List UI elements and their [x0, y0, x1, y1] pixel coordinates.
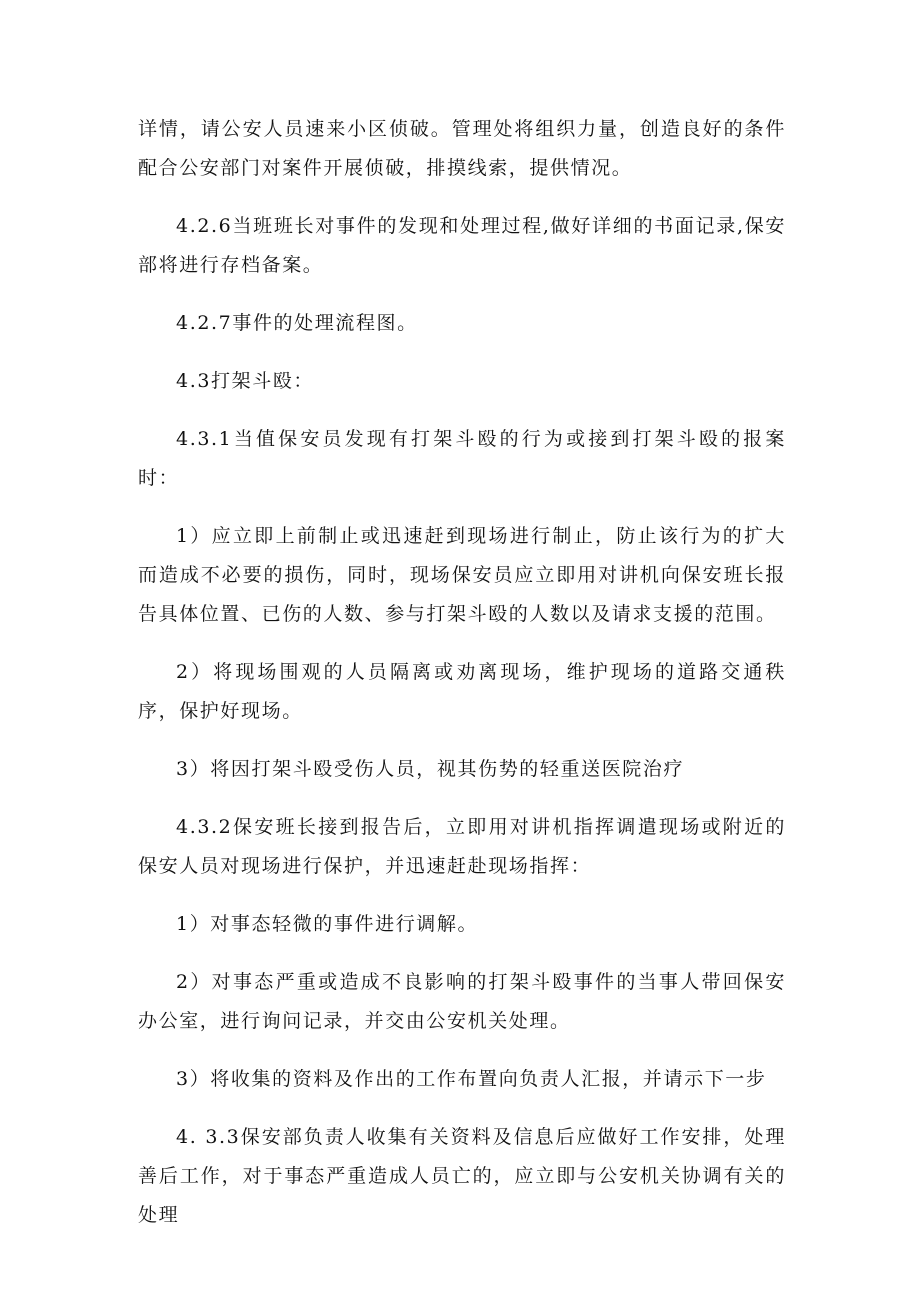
list-item: 1）对事态轻微的事件进行调解。	[176, 913, 479, 935]
list-item: 2）对事态严重或造成不良影响的打架斗殴事件的当事人带回保安办公室，进行询问记录，并交由公安机关处理。	[138, 971, 786, 1032]
list-item: 2）将现场围观的人员隔离或劝离现场，维护现场的道路交通秩序，保护好现场。	[138, 661, 786, 722]
paragraph: 4.2.6当班班长对事件的发现和处理过程,做好详细的书面记录,保安部将进行存档备案。	[138, 215, 786, 276]
paragraph: 详情，请公安人员速来小区侦破。管理处将组织力量，创造良好的条件配合公安部门对案件开展侦破，排摸线索，提供情况。	[138, 118, 786, 179]
list-item: 3）将因打架斗殴受伤人员，视其伤势的轻重送医院治疗	[176, 758, 685, 780]
section-heading: 4.3打架斗殴：	[176, 370, 315, 392]
list-item: 1）应立即上前制止或迅速赶到现场进行制止，防止该行为的扩大而造成不必要的损伤，同时，现场保安员应立即用对讲机向保安班长报告具体位置、已伤的人数、参与打架斗殴的人数以及请求支援的范围。	[138, 525, 786, 625]
list-item: 3）将收集的资料及作出的工作布置向负责人汇报，并请示下一步	[176, 1068, 767, 1090]
document-body	[138, 110, 786, 1254]
paragraph: 4.3.1当值保安员发现有打架斗殴的行为或接到打架斗殴的报案时：	[138, 428, 786, 489]
paragraph: 4.2.7事件的处理流程图。	[176, 312, 418, 334]
paragraph: 4.3.2保安班长接到报告后，立即用对讲机指挥调遣现场或附近的保安人员对现场进行保护，并迅速赶赴现场指挥：	[138, 816, 786, 877]
paragraph: 4. 3.3保安部负责人收集有关资料及信息后应做好工作安排，处理善后工作，对于事态严重造成人员亡的，应立即与公安机关协调有关的处理	[138, 1126, 786, 1226]
